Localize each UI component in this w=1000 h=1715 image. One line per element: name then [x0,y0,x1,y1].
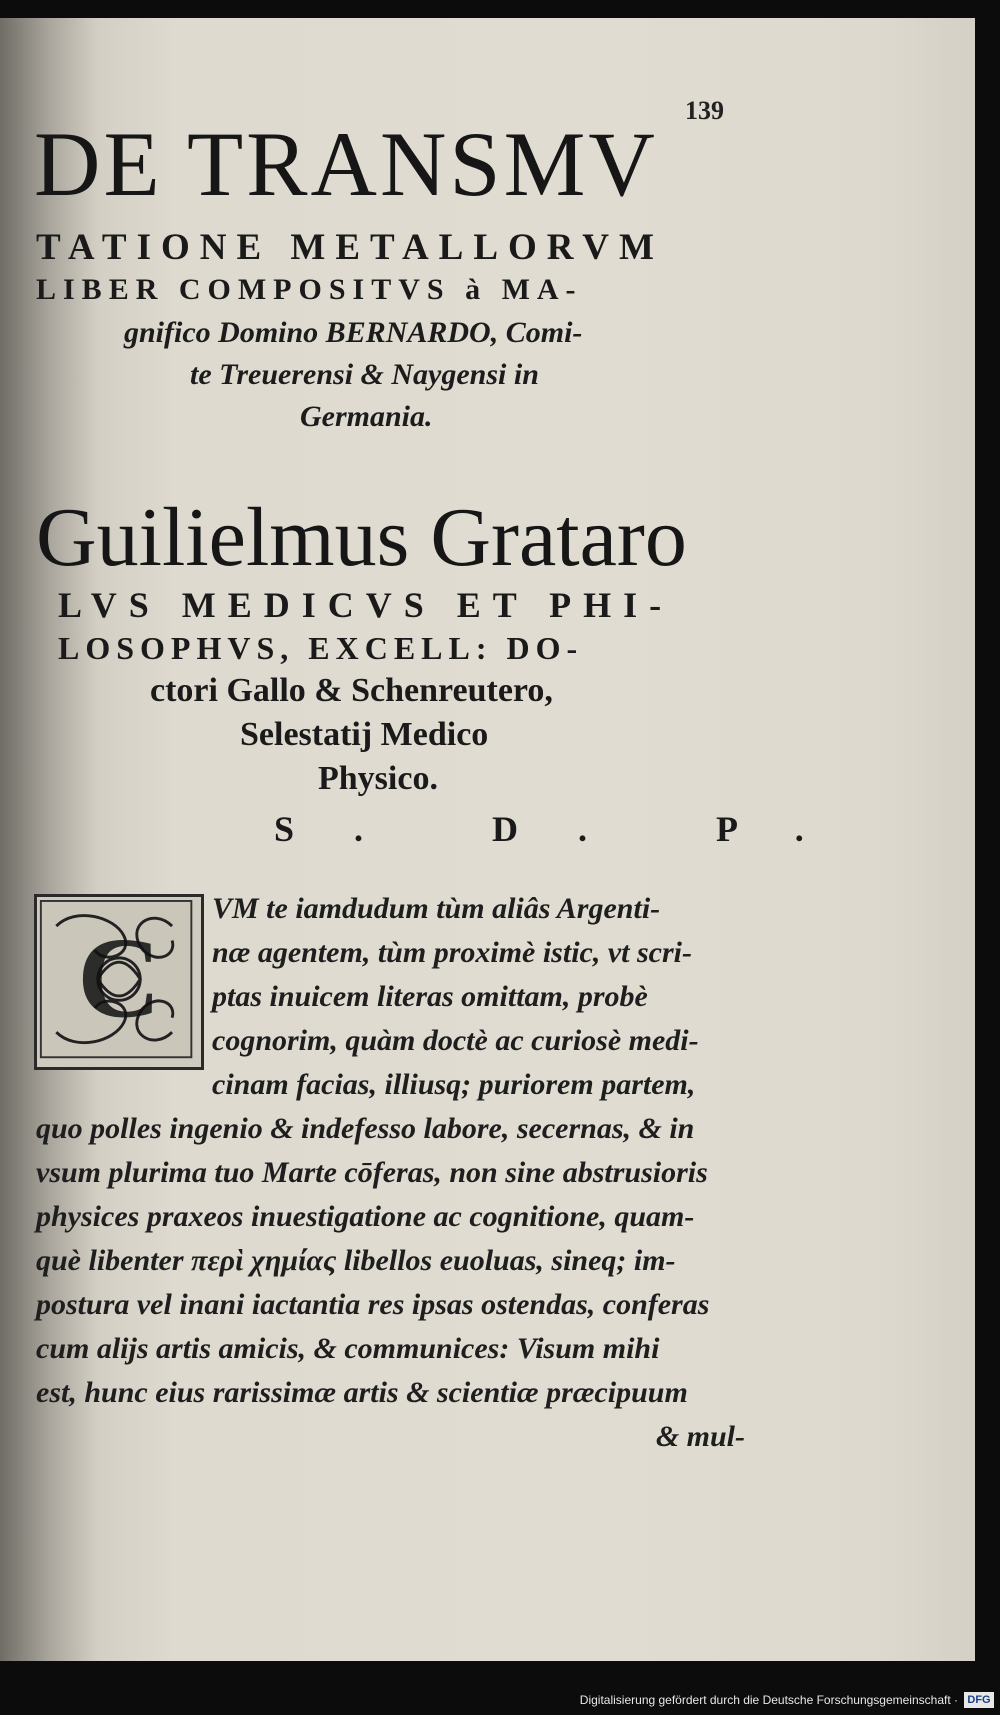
body-line: næ agentem, tùm proximè istic, vt scri- [212,936,692,969]
ornamental-drop-cap [34,894,204,1070]
dfg-logo[interactable]: DFG [964,1692,994,1708]
dedication-line-1: ctori Gallo & Schenreutero, [150,672,553,709]
body-line: ptas inuicem literas omittam, probè [212,980,648,1013]
body-line: cognorim, quàm doctè ac curiosè medi- [212,1024,699,1057]
drop-cap-ornament-icon [37,897,201,1067]
author-title-line-2: LVS MEDICVS ET PHI- [58,585,674,625]
body-line: què libenter περὶ χημίας libellos euoluas, sineq; im- [36,1244,676,1277]
body-line: VM te iamdudum tùm aliâs Argenti- [212,892,661,925]
title-line-6: Germania. [300,400,433,433]
book-page [0,18,975,1661]
drop-cap-letter: C [77,914,161,1043]
body-line: cinam facias, illiusq; puriorem partem, [212,1068,696,1101]
title-line-2: TATIONE METALLORVM [36,227,664,268]
title-line-1: DE TRANSMV [34,113,658,215]
body-line: postura vel inani iactantia res ipsas ostendas, conferas [36,1288,710,1321]
catchword: & mul- [655,1420,745,1453]
body-line: physices praxeos inuestigatione ac cognitione, quam- [36,1200,695,1233]
body-line: vsum plurima tuo Marte cōferas, non sine abstrusioris [36,1156,708,1189]
body-line: cum alijs artis amicis, & communices: Visum mihi [36,1332,660,1365]
author-name: Guilielmus Grataro [36,491,687,584]
dedication-line-2: Selestatij Medico [240,716,489,753]
title-line-5: te Treuerensi & Naygensi in [190,358,539,391]
title-line-4: gnifico Domino BERNARDO, Comi- [124,316,583,349]
author-title-line-3: LOSOPHVS, EXCELL: DO- [58,630,584,666]
body-line: est, hunc eius rarissimæ artis & scientiæ præcipuum [36,1376,688,1409]
title-line-3: LIBER COMPOSITVS à MA- [36,273,583,306]
body-line: quo polles ingenio & indefesso labore, secernas, & in [36,1112,695,1145]
dedication-line-3: Physico. [318,760,438,797]
page-number: 139 [685,96,724,125]
footer-credit: Digitalisierung gefördert durch die Deutsche Forschungsgemeinschaft · [579,1693,958,1707]
salutation: S. D. P. [274,809,864,849]
